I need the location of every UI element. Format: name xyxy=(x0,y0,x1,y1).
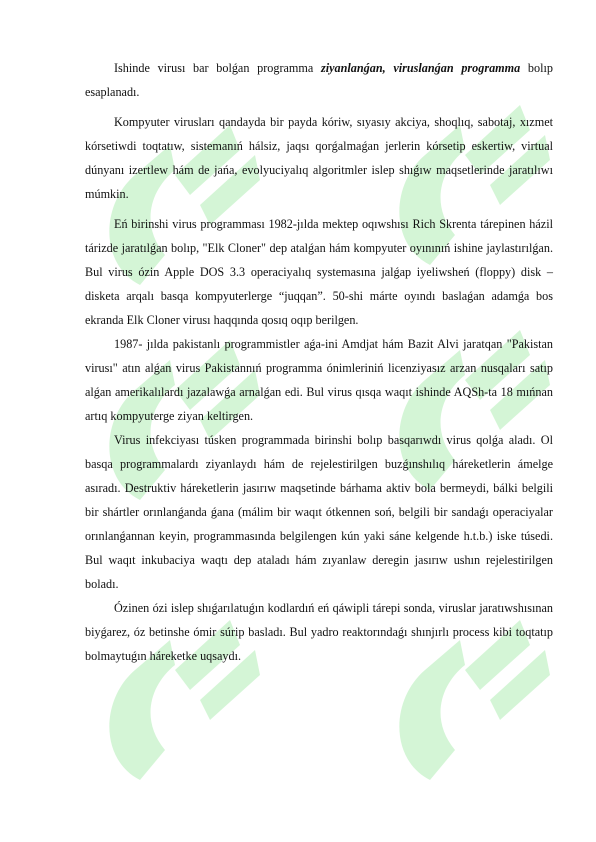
paragraph-6: Ózinen ózi islep shıǵarılatuǵın kodlardıń eń qáwipli tárepi sonda, viruslar jaratıwshısınan biyǵarez, óz betinshe ómir súrip basladı. Bul yadro reaktorındaǵı shınjırlı process kibi toqtatıp bolmaytuǵın háreketke uqsaydı. xyxy=(85,601,553,663)
paragraph-1-before: Ishinde virusı bar bolǵan programma xyxy=(114,61,321,75)
paragraph-3: Eń birinshi virus programması 1982-jılda mektep oqıwshısı Rich Skrenta tárepinen házil tárizde jaratılǵan bolıp, "Elk Cloner" dep atalǵan hám kompyuter oyınınıń ishine jaylastırılǵan. Bul virus ózin Apple DOS 3.3 operaciyalıq systemasına jalǵap iyeliwsheń (floppy) disk –disketa arqalı basqa kompyuterlerge “juqqan”. 50-shi márte oyındı baslaǵan adamǵa bos ekranda Elk Cloner virusı haqqında qosıq oqıp berilgen. xyxy=(85,217,553,327)
paragraph-5: Virus infekciyası túsken programmada birinshi bolıp basqarıwdı virus qolǵa aladı. Ol basqa programmalardı ziyanlaydı hám de rejelestirilgen buzǵınshılıq háreketlerin ámelge asıradı. Destruktiv háreketlerin jasırıw maqsetinde bárhama aktiv bola bermeydi, bálki belgili bir shártler orınlanǵanda ǵana (málim bir waqıt ótkennen soń, belgili bir sandaǵı operaciyalar orınlanǵannan keyin, programmasında belgilengen kún yaki sáne kelgende h.t.b.) iske túsedi. Bul waqıt inkubaciya waqtı dep ataladı hám zıyanlaw deregin jasırıw ushın rejelestirilgen boladı. xyxy=(85,433,553,591)
paragraph-2: Kompyuter virusları qandayda bir payda kóriw, sıyasıy akciya, shoqlıq, sabotaj, xızmet kórsetiwdi toqtatıw, sistemanıń hálsiz, jaqsı qorǵalmaǵan jerlerin kórsetip eskertiw, virtual dúnyanı izertlew hám de jańa, evolyuciyalıq algoritmler islep shıǵıw maqsetlerinde jaratılıwı múmkin. xyxy=(85,115,553,201)
paragraph-4: 1987- jılda pakistanlı programmistler aǵa-ini Amdjat hám Bazit Alvi jaratqan "Pakistan virusı" atın alǵan virus Pakistannıń programma ónimleriniń licenziyasız arzan nusqaları satıp alǵan amerikalılardı jazalawǵa arnalǵan edi. Bul virus qısqa waqıt ishinde AQSh-ta 18 mıńnan artıq kompyuterge ziyan keltirgen. xyxy=(85,337,553,423)
paragraph-1-emphasis: ziyanlanǵan, viruslanǵan programma xyxy=(320,61,521,75)
paragraph-1-after: bolıp esaplanadı. xyxy=(85,61,553,99)
document-body xyxy=(85,56,553,668)
paragraph-1 xyxy=(85,56,553,104)
